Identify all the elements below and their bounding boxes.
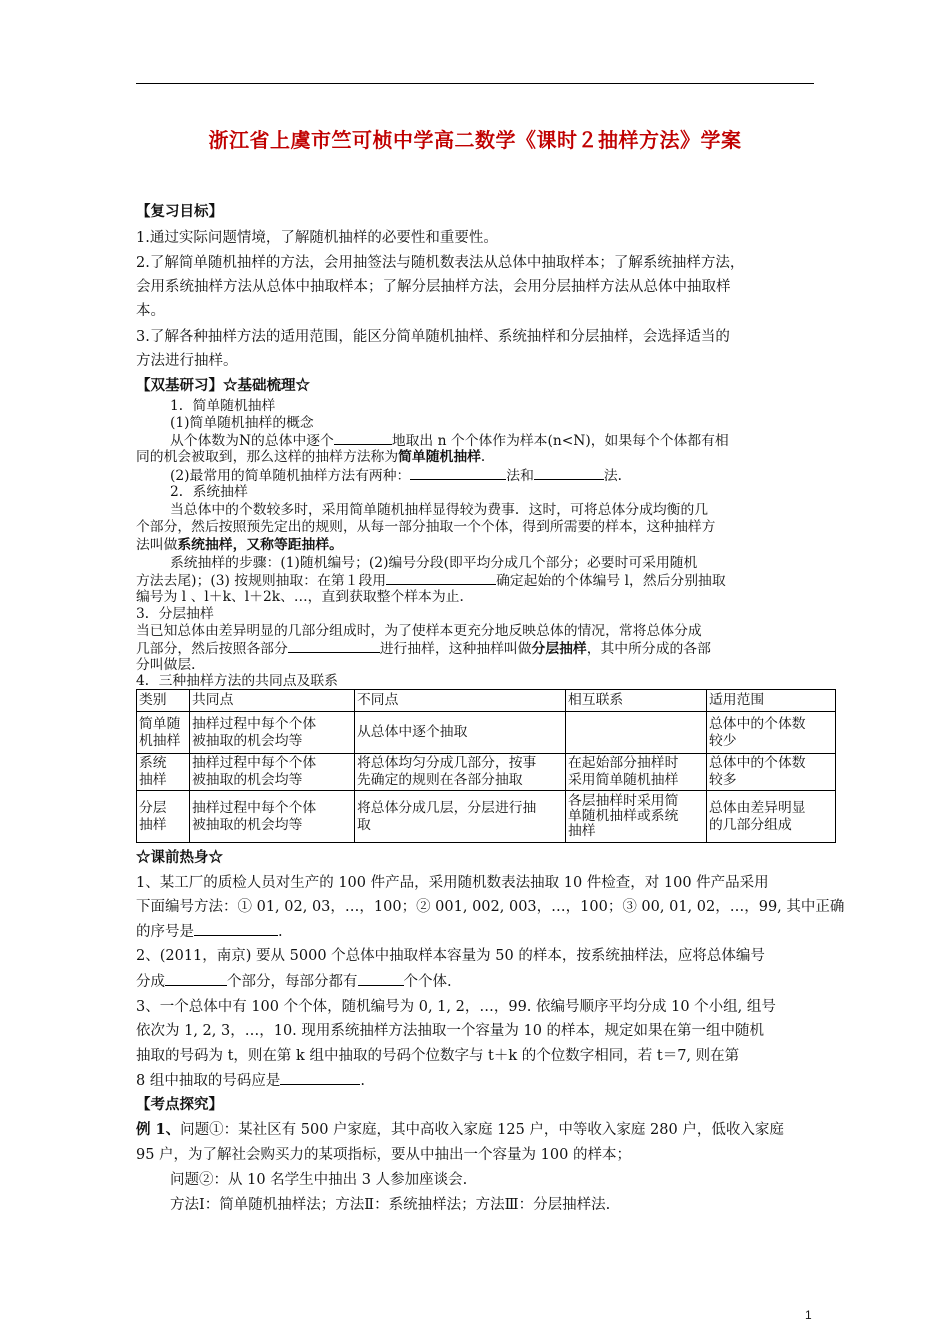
table-cell: 总体中的个体数 较多 <box>707 754 836 791</box>
q1-line-b: 下面编号方法：① 01, 02, 03，…，100；② 001, 002, 003，…，100；③ 00, 01, 02，…，99, 其中正确 <box>136 899 845 915</box>
table-cell: 将总体分成几层，分层进行抽 取 <box>355 791 566 843</box>
table-header: 共同点 <box>190 690 355 712</box>
para-1a: 从个体数为N的总体中逐个 地取出 n 个个体作为样本(n<N)，如果每个个体都有相 <box>170 433 729 449</box>
section-1-title: 1．简单随机抽样 <box>170 398 276 414</box>
blank <box>194 922 278 936</box>
blank <box>334 431 392 445</box>
blank <box>386 571 496 585</box>
para-5c: 分叫做层． <box>136 657 205 673</box>
table-cell: 将总体均匀分成几部分，按事 先确定的规则在各部分抽取 <box>355 754 566 791</box>
table-cell: 抽样过程中每个个体 被抽取的机会均等 <box>190 791 355 843</box>
q3-line-a: 3、一个总体中有 100 个个体，随机编号为 0, 1, 2，…，99. 依编号顺序平均分成 10 个小组, 组号 <box>136 999 776 1015</box>
example-1-line-a: 例 1、问题①：某社区有 500 户家庭，其中高收入家庭 125 户，中等收入家庭 280 户，低收入家庭 <box>136 1121 784 1138</box>
review-line-2c: 本。 <box>136 303 165 319</box>
table-cell: 从总体中逐个抽取 <box>355 712 566 754</box>
blank <box>534 466 604 480</box>
review-line-2a: 2.了解简单随机抽样的方法，会用抽签法与随机数表法从总体中抽取样本；了解系统抽样方法， <box>136 255 745 271</box>
para-3a: 当总体中的个数较多时，采用简单随机抽样显得较为费事．这时，可将总体分成均衡的几 <box>170 502 709 518</box>
review-line-3a: 3.了解各种抽样方法的适用范围，能区分简单随机抽样、系统抽样和分层抽样，会选择适当的 <box>136 329 730 345</box>
explore-heading: 【考点探究】 <box>136 1096 223 1113</box>
table-row <box>137 754 836 791</box>
table-cell: 系统 抽样 <box>137 754 190 791</box>
table-header: 类别 <box>137 690 190 712</box>
page-title: 浙江省上虞市竺可桢中学高二数学《课时２抽样方法》学案 <box>208 128 742 152</box>
table-cell: 在起始部分抽样时 采用简单随机抽样 <box>566 754 707 791</box>
review-line-1: 1.通过实际问题情境，了解随机抽样的必要性和重要性。 <box>136 230 498 246</box>
blank <box>165 972 227 986</box>
q3-line-d: 8 组中抽取的号码应是 . <box>136 1073 365 1089</box>
q3-line-c: 抽取的号码为 t，则在第 k 组中抽取的号码个位数字与 t＋k 的个位数字相同，若 t＝7, 则在第 <box>136 1048 740 1064</box>
q1-line-a: 1、某工厂的质检人员对生产的 100 件产品，采用随机数表法抽取 10 件检查，对 100 件产品采用 <box>136 875 769 891</box>
para-1b: 同的机会被取到，那么这样的抽样方法称为简单随机抽样． <box>136 449 495 465</box>
table-header: 不同点 <box>355 690 566 712</box>
table-cell: 各层抽样时采用简 单随机抽样或系统 抽样 <box>566 791 707 843</box>
warmup-heading: ☆课前热身☆ <box>136 849 223 866</box>
para-4c: 编号为 l 、l＋k、l＋2k、…，直到获取整个样本为止． <box>136 589 474 605</box>
table-cell: 总体中的个体数 较少 <box>707 712 836 754</box>
table-row <box>137 712 836 754</box>
para-5a: 当已知总体由差异明显的几部分组成时，为了使样本更充分地反映总体的情况，常将总体分成 <box>136 623 702 639</box>
example-1-line-d: 方法Ⅰ：简单随机抽样法；方法Ⅱ：系统抽样法；方法Ⅲ：分层抽样法. <box>170 1197 611 1213</box>
table-header: 相互联系 <box>566 690 707 712</box>
para-4b: 方法去尾)；(3) 按规则抽取：在第１段用 确定起始的个体编号 l，然后分别抽取 <box>136 573 726 589</box>
table-row <box>137 791 836 843</box>
table-cell: 简单随 机抽样 <box>137 712 190 754</box>
table-cell: 抽样过程中每个个体 被抽取的机会均等 <box>190 754 355 791</box>
para-5b: 几部分，然后按照各部分 进行抽样，这种抽样叫做分层抽样，其中所分成的各部 <box>136 641 711 657</box>
blank <box>280 1071 360 1085</box>
table-cell <box>566 712 707 754</box>
table-cell: 总体由差异明显 的几部分组成 <box>707 791 836 843</box>
section-3-title: 3．分层抽样 <box>136 606 214 622</box>
example-1-line-b: 95 户，为了解社会购买力的某项指标，要从中抽出一个容量为 100 的样本； <box>136 1147 631 1163</box>
basics-heading: 【双基研习】☆基础梳理☆ <box>136 377 310 394</box>
section-1-sub: (1)简单随机抽样的概念 <box>170 415 314 431</box>
example-1-line-c: 问题②：从 10 名学生中抽出 3 人参加座谈会. <box>170 1172 468 1188</box>
q1-line-c: 的序号是 . <box>136 924 283 940</box>
section-2-title: 2．系统抽样 <box>170 484 248 500</box>
para-4a: 系统抽样的步骤：(1)随机编号；(2)编号分段(即平均分成几个部分；必要时可采用随机 <box>170 555 698 571</box>
review-heading: 【复习目标】 <box>136 203 223 220</box>
table-cell: 分层 抽样 <box>137 791 190 843</box>
page-number: 1 <box>805 1308 812 1322</box>
blank <box>288 639 380 653</box>
table-header: 适用范围 <box>707 690 836 712</box>
table-cell: 抽样过程中每个个体 被抽取的机会均等 <box>190 712 355 754</box>
q2-line-a: 2、(2011，南京) 要从 5000 个总体中抽取样本容量为 50 的样本，按系统抽样法，应将总体编号 <box>136 948 765 964</box>
blank <box>410 466 506 480</box>
blank <box>358 972 404 986</box>
table-header-row <box>137 690 836 712</box>
q3-line-b: 依次为 1, 2, 3，…，10. 现用系统抽样方法抽取一个容量为 10 的样本，规定如果在第一组中随机 <box>136 1023 765 1039</box>
q2-line-b: 分成 个部分，每部分都有 个个体. <box>136 974 452 990</box>
para-3c: 法叫做系统抽样，又称等距抽样。 <box>136 537 343 553</box>
review-line-2b: 会用系统抽样方法从总体中抽取样本；了解分层抽样方法，会用分层抽样方法从总体中抽取样 <box>136 279 731 295</box>
review-line-3b: 方法进行抽样。 <box>136 353 238 369</box>
para-3b: 个部分，然后按照预先定出的规则，从每一部分抽取一个个体，得到所需要的样本，这种抽样方 <box>136 519 716 535</box>
para-2: (2)最常用的简单随机抽样方法有两种： 法和 法． <box>170 468 632 484</box>
section-4-title: 4．三种抽样方法的共同点及联系 <box>136 673 338 689</box>
header-rule <box>136 83 814 84</box>
comparison-table <box>136 689 836 843</box>
